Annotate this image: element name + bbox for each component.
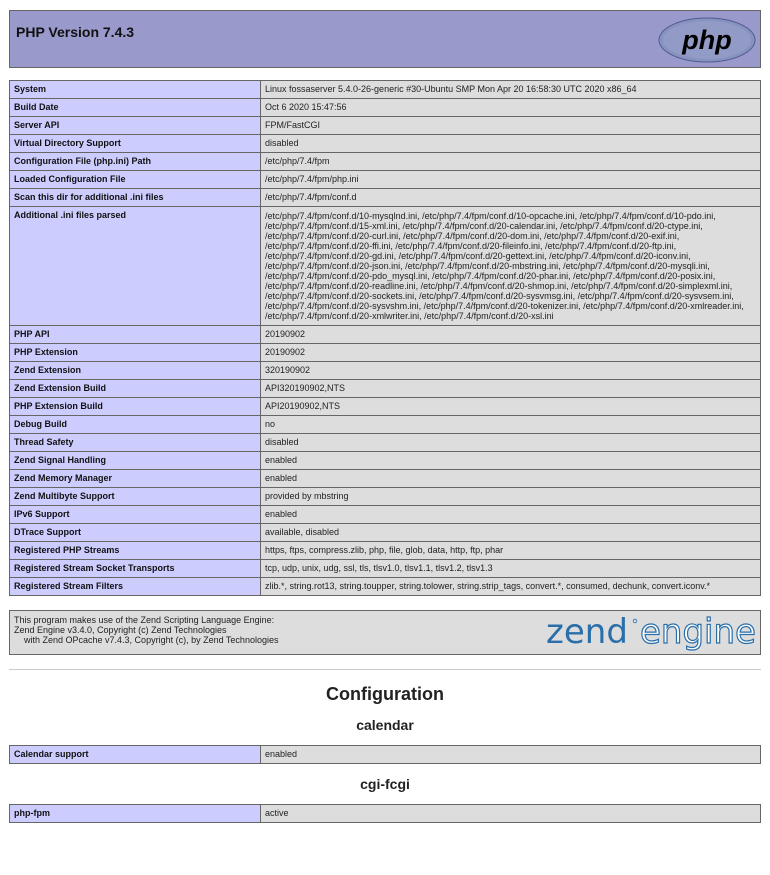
- table-row: [10, 380, 761, 398]
- row-value: https, ftps, compress.zlib, php, file, glob, data, http, ftp, phar: [261, 542, 761, 560]
- row-value: disabled: [261, 135, 761, 153]
- row-key: DTrace Support: [10, 524, 261, 542]
- row-value: enabled: [261, 506, 761, 524]
- row-key: PHP API: [10, 326, 261, 344]
- table-row: [10, 524, 761, 542]
- zend-line-2: Zend Engine v3.4.0, Copyright (c) Zend Technologies: [14, 625, 227, 635]
- row-value: tcp, udp, unix, udg, ssl, tls, tlsv1.0, tlsv1.1, tlsv1.2, tlsv1.3: [261, 560, 761, 578]
- section-heading-cgi-fcgi: cgi-fcgi: [360, 776, 410, 792]
- row-key: Registered Stream Socket Transports: [10, 560, 261, 578]
- page-title: PHP Version 7.4.3: [16, 24, 135, 40]
- row-key: Zend Signal Handling: [10, 452, 261, 470]
- row-key: Additional .ini files parsed: [10, 207, 261, 326]
- row-key: Zend Extension: [10, 362, 261, 380]
- table-row: [10, 207, 761, 326]
- row-value: 20190902: [261, 344, 761, 362]
- table-row: [10, 99, 761, 117]
- table-row: [10, 81, 761, 99]
- row-value: enabled: [261, 452, 761, 470]
- row-key: System: [10, 81, 261, 99]
- table-row: [10, 117, 761, 135]
- row-value: enabled: [261, 746, 761, 764]
- page: [9, 0, 761, 823]
- row-key: Zend Multibyte Support: [10, 488, 261, 506]
- row-key: Zend Extension Build: [10, 380, 261, 398]
- zend-logo-text-2: engine: [640, 613, 756, 651]
- zend-line-3: with Zend OPcache v7.4.3, Copyright (c), by Zend Technologies: [14, 635, 279, 645]
- table-row: [10, 344, 761, 362]
- row-key: Debug Build: [10, 416, 261, 434]
- table-row: [10, 542, 761, 560]
- table-row: [10, 452, 761, 470]
- row-key: Calendar support: [10, 746, 261, 764]
- row-key: PHP Extension Build: [10, 398, 261, 416]
- zend-text: [14, 615, 278, 645]
- info-table: [9, 80, 761, 596]
- table-row: [10, 506, 761, 524]
- zend-line-1: This program makes use of the Zend Scripting Language Engine:: [14, 615, 275, 625]
- row-value: /etc/php/7.4/fpm/conf.d: [261, 189, 761, 207]
- row-key: Configuration File (php.ini) Path: [10, 153, 261, 171]
- section-heading-calendar: calendar: [356, 717, 414, 733]
- row-value: zlib.*, string.rot13, string.toupper, string.tolower, string.strip_tags, convert.*, consumed, dechunk, convert.iconv.*: [261, 578, 761, 596]
- row-value: disabled: [261, 434, 761, 452]
- section-table-calendar: [9, 745, 761, 764]
- row-key: Zend Memory Manager: [10, 470, 261, 488]
- php-logo-icon: [658, 17, 756, 63]
- row-value: active: [261, 805, 761, 823]
- row-value: /etc/php/7.4/fpm/php.ini: [261, 171, 761, 189]
- zend-engine-logo-icon: [546, 613, 756, 651]
- configuration-heading: Configuration: [326, 684, 444, 704]
- row-value: available, disabled: [261, 524, 761, 542]
- row-value: Linux fossaserver 5.4.0-26-generic #30-Ubuntu SMP Mon Apr 20 16:58:30 UTC 2020 x86_64: [261, 81, 761, 99]
- row-value: /etc/php/7.4/fpm: [261, 153, 761, 171]
- table-row: [10, 560, 761, 578]
- table-row: [10, 171, 761, 189]
- table-row: [10, 746, 761, 764]
- row-key: Scan this dir for additional .ini files: [10, 189, 261, 207]
- table-row: [10, 488, 761, 506]
- row-key: Loaded Configuration File: [10, 171, 261, 189]
- zend-box: [9, 610, 761, 655]
- table-row: [10, 805, 761, 823]
- row-key: Build Date: [10, 99, 261, 117]
- table-row: [10, 326, 761, 344]
- row-value: FPM/FastCGI: [261, 117, 761, 135]
- table-row: [10, 578, 761, 596]
- table-row: [10, 434, 761, 452]
- row-value: 320190902: [261, 362, 761, 380]
- table-row: [10, 135, 761, 153]
- zend-logo-text: zend: [546, 613, 628, 651]
- php-logo-text: php: [682, 25, 732, 55]
- row-value: API20190902,NTS: [261, 398, 761, 416]
- section-table-cgi-fcgi: [9, 804, 761, 823]
- configuration-sections: [9, 717, 761, 823]
- row-key: PHP Extension: [10, 344, 261, 362]
- row-value: enabled: [261, 470, 761, 488]
- row-value: API320190902,NTS: [261, 380, 761, 398]
- row-value: /etc/php/7.4/fpm/conf.d/10-mysqlnd.ini, /etc/php/7.4/fpm/conf.d/10-opcache.ini, /etc/php/7.4/fpm/conf.d/10-pdo.ini, /etc/php/7.4/fpm/conf.d/15-xml.ini, /etc/php/7.4/fpm/conf.d/20-calendar.ini, /etc/php/7.4/fpm/conf.d/20-ctype.ini, /etc/php/7.4/fpm/conf.d/20-curl.ini, /etc/php/7.4/fpm/conf.d/20-dom.ini, /etc/php/7.4/fpm/conf.d/20-exif.ini, /etc/php/7.4/fpm/conf.d/20-ffi.ini, /etc/php/7.4/fpm/conf.d/20-fileinfo.ini, /etc/php/7.4/fpm/conf.d/20-ftp.ini, /etc/php/7.4/fpm/conf.d/20-gd.ini, /etc/php/7.4/fpm/conf.d/20-gettext.ini, /etc/php/7.4/fpm/conf.d/20-iconv.ini, /etc/php/7.4/fpm/conf.d/20-json.ini, /etc/php/7.4/fpm/conf.d/20-mbstring.ini, /etc/php/7.4/fpm/conf.d/20-mysqli.ini, /etc/php/7.4/fpm/conf.d/20-pdo_mysql.ini, /etc/php/7.4/fpm/conf.d/20-phar.ini, /etc/php/7.4/fpm/conf.d/20-posix.ini, /etc/php/7.4/fpm/conf.d/20-readline.ini, /etc/php/7.4/fpm/conf.d/20-shmop.ini, /etc/php/7.4/fpm/conf.d/20-simplexml.ini, /etc/php/7.4/fpm/conf.d/20-sockets.ini, /etc/php/7.4/fpm/conf.d/20-sysvmsg.ini, /etc/php/7.4/fpm/conf.d/20-sysvsem.ini, /etc/php/7.4/fpm/conf.d/20-sysvshm.ini, /etc/php/7.4/fpm/conf.d/20-tokenizer.ini, /etc/php/7.4/fpm/conf.d/20-xmlreader.ini, /etc/php/7.4/fpm/conf.d/20-xmlwriter.ini, /etc/php/7.4/fpm/conf.d/20-xsl.ini: [261, 207, 761, 326]
- row-key: Thread Safety: [10, 434, 261, 452]
- php-header: [9, 10, 761, 68]
- row-key: Server API: [10, 117, 261, 135]
- row-value: 20190902: [261, 326, 761, 344]
- row-key: Registered PHP Streams: [10, 542, 261, 560]
- table-row: [10, 470, 761, 488]
- row-value: provided by mbstring: [261, 488, 761, 506]
- row-key: Registered Stream Filters: [10, 578, 261, 596]
- row-key: IPv6 Support: [10, 506, 261, 524]
- table-row: [10, 189, 761, 207]
- row-value: no: [261, 416, 761, 434]
- table-row: [10, 362, 761, 380]
- table-row: [10, 416, 761, 434]
- row-value: Oct 6 2020 15:47:56: [261, 99, 761, 117]
- row-key: Virtual Directory Support: [10, 135, 261, 153]
- table-row: [10, 398, 761, 416]
- table-row: [10, 153, 761, 171]
- row-key: php-fpm: [10, 805, 261, 823]
- divider: [9, 669, 761, 670]
